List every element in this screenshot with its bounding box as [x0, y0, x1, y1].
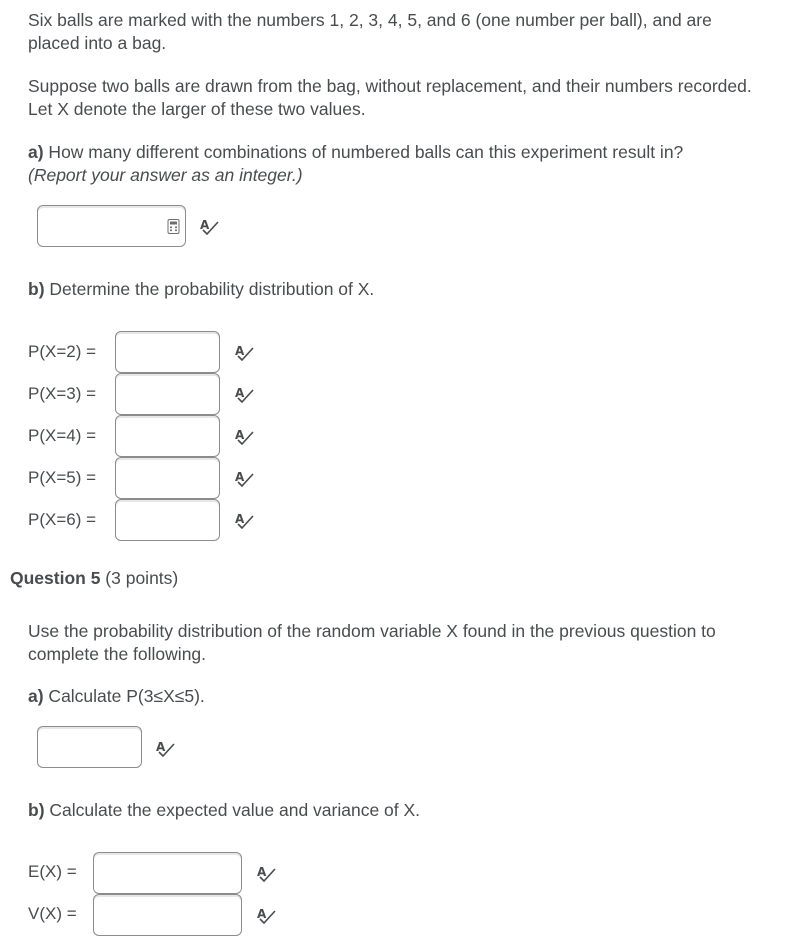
q4-intro-1: Six balls are marked with the numbers 1, 2, 3, 4, 5, and 6 (one number per ball), and are placed into a bag. — [28, 10, 712, 53]
dist-input-6[interactable] — [115, 499, 220, 541]
dist-label-3: P(X=3) = — [28, 384, 97, 403]
spellcheck-icon[interactable] — [234, 343, 256, 361]
q5-part-b-text: Calculate the expected value and variance of X. — [44, 800, 421, 820]
dist-label-6: P(X=6) = — [28, 510, 97, 529]
svg-text:A: A — [257, 907, 267, 921]
dist-label-4: P(X=4) = — [28, 426, 97, 445]
spellcheck-icon[interactable] — [199, 217, 221, 235]
var-input[interactable] — [93, 894, 242, 936]
q4-part-a-note: (Report your answer as an integer.) — [28, 165, 303, 185]
q4-part-a-prefix: a) — [28, 142, 44, 162]
q5-part-b-question — [28, 799, 768, 822]
svg-text:A: A — [235, 344, 245, 358]
q4-intro-2: Suppose two balls are drawn from the bag, without replacement, and their numbers recorded. Let X denote the larger of these two values. — [28, 76, 752, 119]
spellcheck-icon[interactable] — [234, 427, 256, 445]
spellcheck-icon[interactable] — [234, 511, 256, 529]
ev-input[interactable] — [93, 852, 242, 894]
svg-text:A: A — [235, 428, 245, 442]
q5-part-a-prefix: a) — [28, 686, 44, 706]
q5-answer-a-input[interactable] — [37, 726, 142, 768]
spellcheck-icon[interactable] — [256, 864, 278, 882]
dist-input-5[interactable] — [115, 457, 220, 499]
dist-label-5: P(X=5) = — [28, 468, 97, 487]
q5-title — [10, 568, 178, 589]
dist-input-3[interactable] — [115, 373, 220, 415]
calculator-icon[interactable] — [167, 219, 180, 234]
spellcheck-icon[interactable] — [234, 469, 256, 487]
svg-text:A: A — [235, 386, 245, 400]
q4-part-b-question — [28, 278, 768, 301]
spellcheck-icon[interactable] — [234, 385, 256, 403]
q4-part-a-question — [28, 141, 768, 187]
spellcheck-icon[interactable] — [155, 739, 177, 757]
svg-text:A: A — [235, 512, 245, 526]
q5-intro: Use the probability distribution of the random variable X found in the previous question to complete the following. — [28, 621, 716, 664]
q5-part-a-question — [28, 685, 768, 708]
q4-answer-a-input[interactable] — [37, 205, 186, 247]
q4-part-b-prefix: b) — [28, 279, 45, 299]
dist-input-2[interactable] — [115, 331, 220, 373]
q5-part-b-prefix: b) — [28, 800, 45, 820]
svg-text:A: A — [200, 218, 210, 232]
q5-title-text: Question 5 — [10, 568, 101, 588]
spellcheck-icon[interactable] — [256, 906, 278, 924]
ev-label: E(X) = — [28, 862, 77, 881]
dist-label-2: P(X=2) = — [28, 342, 97, 361]
q4-part-b-text: Determine the probability distribution of X. — [44, 279, 375, 299]
svg-text:A: A — [257, 865, 267, 879]
q5-part-a-text: Calculate P(3≤X≤5). — [43, 686, 205, 706]
svg-text:A: A — [156, 740, 166, 754]
var-label: V(X) = — [28, 904, 77, 923]
dist-input-4[interactable] — [115, 415, 220, 457]
svg-text:A: A — [235, 470, 245, 484]
q5-points: (3 points) — [100, 568, 179, 588]
q4-part-a-text: How many different combinations of numbered balls can this experiment result in? — [43, 142, 684, 162]
